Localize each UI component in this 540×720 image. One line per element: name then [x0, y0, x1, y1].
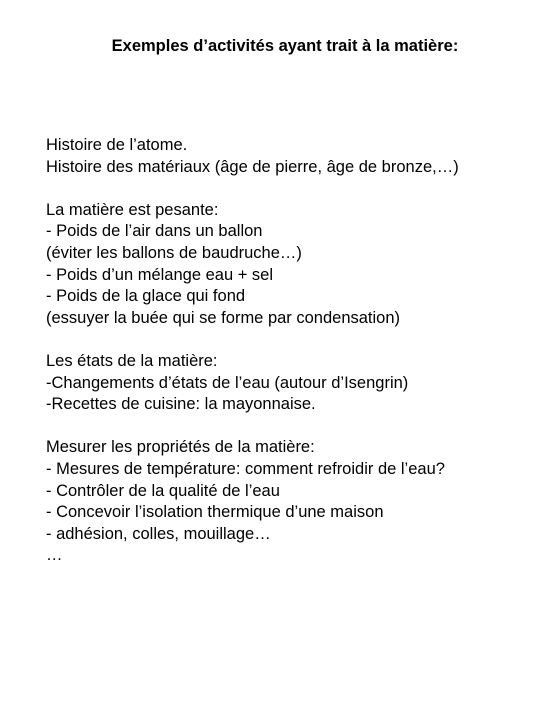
- section-heading: La matière est pesante:: [46, 200, 219, 219]
- section-heading: Les états de la matière:: [46, 351, 218, 370]
- text-line: - Mesures de température: comment refroidir de l’eau?: [46, 459, 445, 478]
- document-body: [46, 135, 536, 588]
- section-heading: Mesurer les propriétés de la matière:: [46, 438, 315, 457]
- text-line: -Recettes de cuisine: la mayonnaise.: [46, 395, 316, 414]
- section-measurements: [46, 437, 536, 567]
- text-line: - Poids de l’air dans un ballon: [46, 222, 263, 241]
- text-line: Histoire des matériaux (âge de pierre, âge de bronze,…): [46, 157, 459, 176]
- text-line: - Contrôler de la qualité de l’eau: [46, 481, 280, 500]
- text-line: - Poids de la glace qui fond: [46, 287, 246, 306]
- text-line: Histoire de l’atome.: [46, 136, 188, 154]
- text-line: - adhésion, colles, mouillage…: [46, 524, 271, 543]
- text-line: …: [46, 546, 63, 565]
- text-line: (éviter les ballons de baudruche…): [46, 243, 302, 262]
- section-history: [46, 135, 536, 178]
- text-line: -Changements d’états de l’eau (autour d’Isengrin): [46, 373, 409, 392]
- section-states: [46, 351, 536, 416]
- page-title: Exemples d’activités ayant trait à la matière:: [111, 37, 459, 55]
- text-line: (essuyer la buée qui se forme par condensation): [46, 308, 401, 327]
- text-line: - Concevoir l’isolation thermique d’une maison: [46, 503, 384, 522]
- section-weight: [46, 200, 536, 330]
- text-line: - Poids d’un mélange eau + sel: [46, 265, 274, 284]
